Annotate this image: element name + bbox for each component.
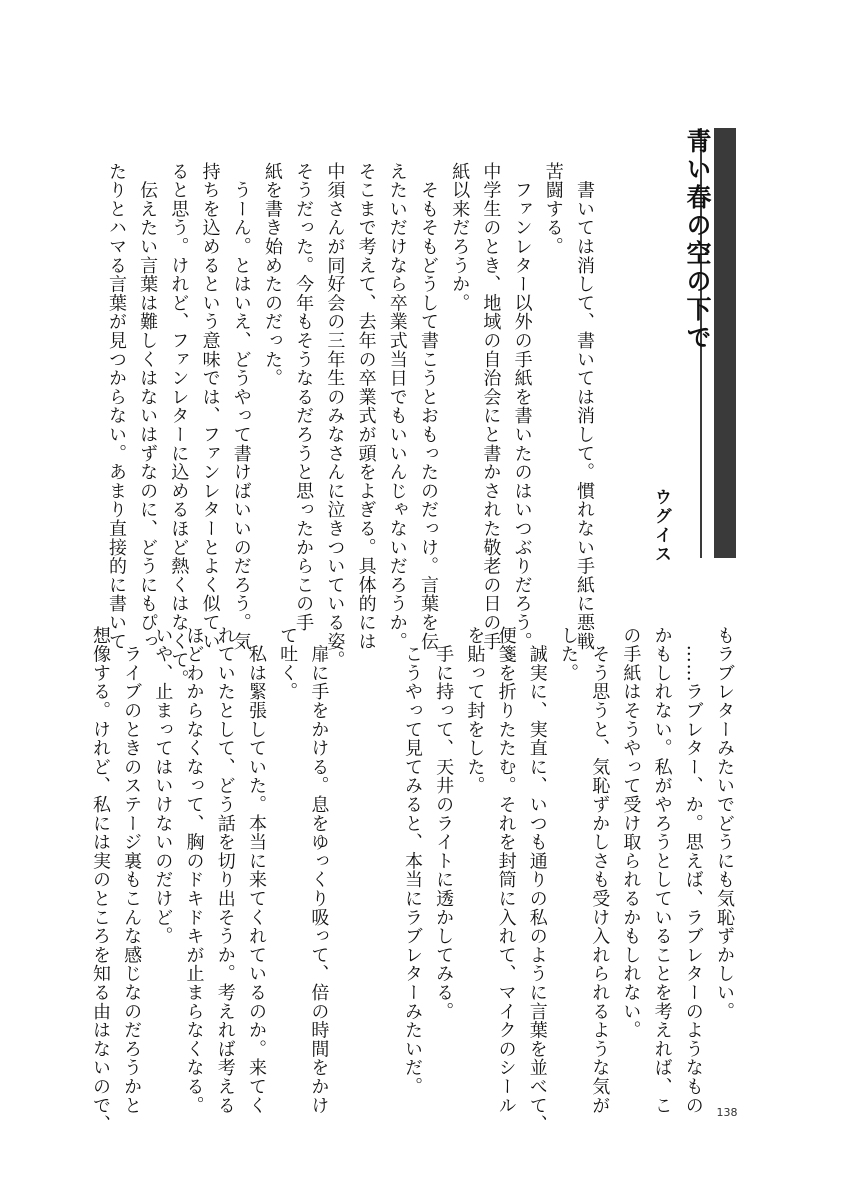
text-line: 書いては消して、書いては消して。慣れない手紙に悪戦	[574, 162, 595, 651]
text-line: した。	[557, 626, 579, 683]
text-line: 中学生のとき、地域の自治会にと書かされた敬老の日の手	[480, 162, 502, 651]
text-line: えたいだけなら卒業式当日でもいいんじゃないだろうか。	[386, 162, 408, 651]
text-line: 紙を書き始めたのだった。	[261, 162, 283, 388]
text-line: 扉に手をかける。息をゆっくり吸って、倍の時間をかけ	[308, 626, 330, 1115]
text-line: そもそもどうして書こうとおもったのだっけ。言葉を伝	[417, 162, 439, 651]
text-line: を貼って封をした。	[464, 626, 486, 796]
text-line: て吐く。	[277, 626, 299, 702]
text-line: 紙以来だろうか。	[449, 162, 471, 313]
text-line: 手に持って、天井のライトに透かしてみる。	[433, 626, 455, 1021]
text-line: ると思う。けれど、ファンレターに込めるほど熱くはなくて。	[168, 162, 190, 689]
text-line: そう思うと、気恥ずかしさも受け入れられるような気が	[589, 626, 611, 1115]
text-line: 便箋を折りたたむ。それを封筒に入れて、マイクのシール	[495, 626, 517, 1115]
text-line: いや、止まってはいけないのだけど。	[152, 626, 174, 946]
page-number: 138	[716, 1106, 738, 1119]
title-bar-decoration	[714, 128, 736, 558]
text-line: れていたとして、どう話を切り出そうか。考えれば考える	[214, 626, 236, 1115]
text-line: そうだった。今年もそうなるだろうと思ったからこの手	[293, 162, 315, 632]
text-line: ライブのときのステージ裏もこんな感じなのだろうかと	[121, 626, 143, 1115]
text-line: うーん。とはいえ、どうやって書けばいいのだろう。気	[230, 162, 252, 651]
text-line: 伝えたい言葉は難しくはないはずなのに、どうにもぴっ	[137, 162, 159, 651]
text-line: もラブレターみたいでどうにも気恥ずかしい。	[714, 626, 735, 1021]
blank-line	[334, 626, 365, 1096]
text-line: ファンレター以外の手紙を書いたのはいつぶりだろう。	[511, 162, 533, 651]
text-line: ほどわからなくなって、胸のドキドキが止まらなくなる。	[183, 626, 205, 1115]
text-line: 中須さんが同好会の三年生のみなさんに泣きついている姿。	[324, 162, 346, 670]
text-line: 誠実に、実直に、いつも通りの私のように言葉を並べて、	[526, 626, 548, 1134]
text-line: の手紙はそうやって受け取られるかもしれない。	[620, 626, 642, 1040]
text-line: かもしれない。私がやろうとしていることを考えれば、こ	[651, 626, 673, 1115]
text-line: こうやって見てみると、本当にラブレターみたいだ。	[401, 626, 423, 1096]
blank-line	[366, 626, 397, 1096]
text-line: たりとハマる言葉が見つからない。あまり直接的に書いて	[105, 162, 127, 651]
text-line: 苦闘する。	[542, 162, 564, 256]
text-line: 私は緊張していた。本当に来てくれているのか。来てく	[245, 626, 267, 1115]
text-line: ……ラブレター、か。思えば、ラブレターのようなもの	[682, 626, 704, 1115]
story-title: 青い春の空の下で	[683, 128, 712, 352]
author-name: ウグイス	[651, 488, 671, 564]
text-line: 持ちを込めるという意味では、ファンレターとよく似てい	[199, 162, 221, 651]
text-line: そこまで考えて、去年の卒業式が頭をよぎる。具体的には	[355, 162, 377, 651]
text-line: 想像する。けれど、私には実のところを知る由はないので、	[89, 626, 111, 1134]
